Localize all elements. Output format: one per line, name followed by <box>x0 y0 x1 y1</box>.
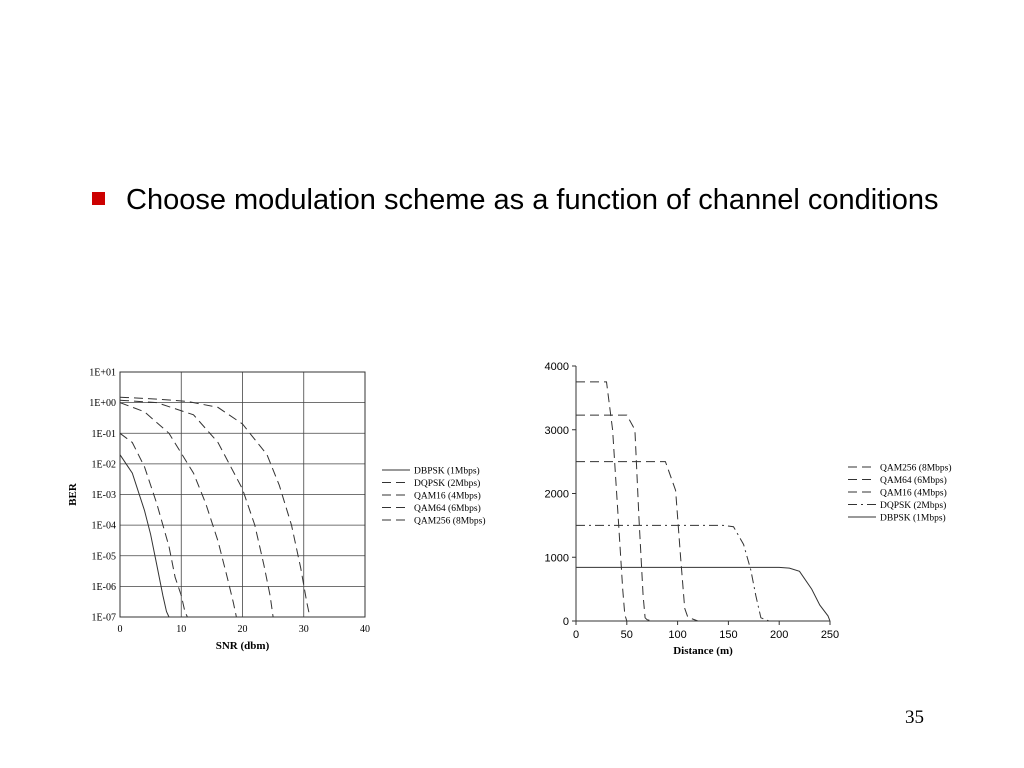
series-line-0 <box>576 382 627 621</box>
x-tick-label: 50 <box>620 629 633 641</box>
y-tick-label: 3000 <box>544 424 569 437</box>
x-tick-label: 0 <box>572 629 580 641</box>
y-tick-label: 1E-01 <box>91 428 116 440</box>
legend-entry: QAM64 (6Mbps) <box>880 476 947 486</box>
x-axis-label: Distance (m) <box>673 645 733 657</box>
page-number: 35 <box>905 707 924 728</box>
x-tick-label: 30 <box>298 624 309 635</box>
y-tick-label: 1E-03 <box>91 490 116 501</box>
bullet-square-icon <box>92 192 105 205</box>
y-tick-label: 1E-05 <box>91 551 116 563</box>
series-line-3 <box>576 525 769 621</box>
x-tick-label: 150 <box>719 629 738 641</box>
y-tick-label: 2000 <box>544 488 569 501</box>
legend-entry: QAM256 (8Mbps) <box>414 516 486 527</box>
series-line-2 <box>576 462 698 621</box>
legend-entry: DBPSK (1Mbps) <box>414 466 480 477</box>
y-tick-label: 1E-04 <box>91 520 116 532</box>
bullet-text: Choose modulation scheme as a function of channel conditions <box>126 184 939 216</box>
legend-entry: QAM64 (6Mbps) <box>414 504 481 514</box>
series-line-4 <box>576 567 830 621</box>
legend-entry: DQPSK (2Mbps) <box>880 501 947 511</box>
series-line-4 <box>120 397 310 617</box>
y-tick-label: 1E+01 <box>89 367 116 379</box>
series-line-1 <box>576 415 652 621</box>
legend-entry: QAM16 (4Mbps) <box>880 488 947 499</box>
legend-entry: DBPSK (1Mbps) <box>880 513 946 524</box>
y-tick-label: 0 <box>562 616 569 628</box>
x-axis-label: SNR (dbm) <box>215 640 270 652</box>
y-tick-label: 1E-02 <box>91 459 116 471</box>
y-tick-label: 1000 <box>544 552 569 565</box>
y-tick-label: 4000 <box>544 361 569 373</box>
legend-entry: QAM256 (8Mbps) <box>880 463 952 474</box>
y-tick-label: 1E-06 <box>91 581 116 593</box>
x-tick-label: 40 <box>360 624 370 635</box>
x-tick-label: 250 <box>820 629 840 641</box>
series-line-0 <box>120 455 169 617</box>
y-tick-label: 1E-07 <box>91 612 116 624</box>
legend-entry: DQPSK (2Mbps) <box>414 479 481 489</box>
distance-chart <box>520 355 980 665</box>
x-tick-label: 0 <box>117 624 123 635</box>
series-line-3 <box>120 400 273 617</box>
legend-entry: QAM16 (4Mbps) <box>414 491 481 502</box>
x-tick-label: 200 <box>770 629 789 641</box>
ber-chart <box>60 355 510 665</box>
x-tick-label: 20 <box>237 624 248 635</box>
y-tick-label: 1E+00 <box>89 398 116 410</box>
x-tick-label: 10 <box>176 624 187 635</box>
x-tick-label: 100 <box>668 629 687 641</box>
y-axis-label: BER <box>67 483 79 506</box>
series-line-2 <box>120 403 236 617</box>
